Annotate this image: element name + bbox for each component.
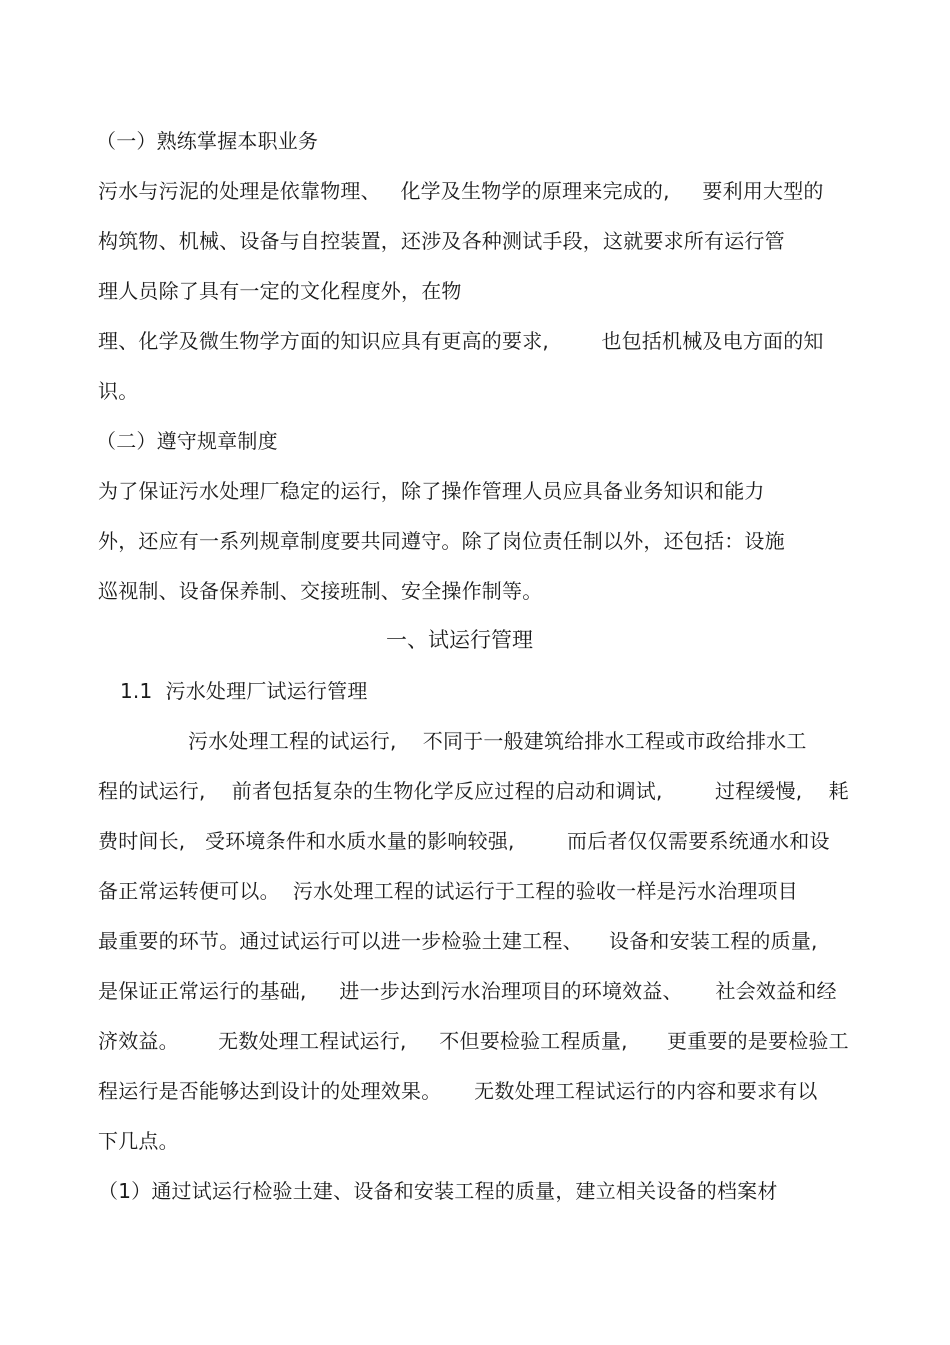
- section-heading-1: （一）熟练掌握本职业务: [96, 129, 319, 153]
- paragraph-line: 构筑物、机械、设备与自控装置，还涉及各种测试手段，这就要求所有运行管: [98, 229, 785, 253]
- paragraph-line: 污水处理工程的试运行, 不同于一般建筑给排水工程或市政给排水工: [188, 729, 807, 753]
- paragraph-line: 程运行是否能够达到设计的处理效果。 无数处理工程试运行的内容和要求有以: [98, 1079, 818, 1103]
- paragraph-line: 理人员除了具有一定的文化程度外，在物: [98, 279, 462, 303]
- paragraph-line: 外，还应有一系列规章制度要共同遵守。除了岗位责任制以外，还包括：设施: [98, 529, 785, 553]
- paragraph-line: 备正常运转便可以。 污水处理工程的试运行于工程的验收一样是污水治理项目: [98, 879, 798, 903]
- paragraph-line: 最重要的环节。通过试运行可以进一步检验土建工程、 设备和安装工程的质量,: [98, 929, 818, 953]
- section-heading-2: （二）遵守规章制度: [96, 429, 278, 453]
- list-item: （1）通过试运行检验土建、设备和安装工程的质量，建立相关设备的档案材: [98, 1179, 778, 1203]
- chapter-title: 一、试运行管理: [386, 628, 533, 652]
- subsection-title: 1.1 污水处理厂试运行管理: [120, 679, 368, 703]
- paragraph-line: 济效益。 无数处理工程试运行, 不但要检验工程质量, 更重要的是要检验工: [98, 1029, 849, 1053]
- paragraph-line: 为了保证污水处理厂稳定的运行，除了操作管理人员应具备业务知识和能力: [98, 479, 765, 503]
- paragraph-line: 程的试运行, 前者包括复杂的生物化学反应过程的启动和调试, 过程缓慢, 耗: [98, 779, 849, 803]
- paragraph-line: 污水与污泥的处理是依靠物理、 化学及生物学的原理来完成的, 要利用大型的: [98, 179, 824, 203]
- paragraph-line: 巡视制、设备保养制、交接班制、安全操作制等。: [98, 579, 543, 603]
- paragraph-line: 下几点。: [98, 1129, 179, 1153]
- paragraph-line: 理、化学及微生物学方面的知识应具有更高的要求, 也包括机械及电方面的知: [98, 329, 824, 353]
- paragraph-line: 识。: [98, 379, 139, 403]
- paragraph-line: 是保证正常运行的基础, 进一步达到污水治理项目的环境效益、 社会效益和经: [98, 979, 837, 1003]
- paragraph-line: 费时间长, 受环境条件和水质水量的影响较强, 而后者仅仅需要系统通水和设: [98, 829, 830, 853]
